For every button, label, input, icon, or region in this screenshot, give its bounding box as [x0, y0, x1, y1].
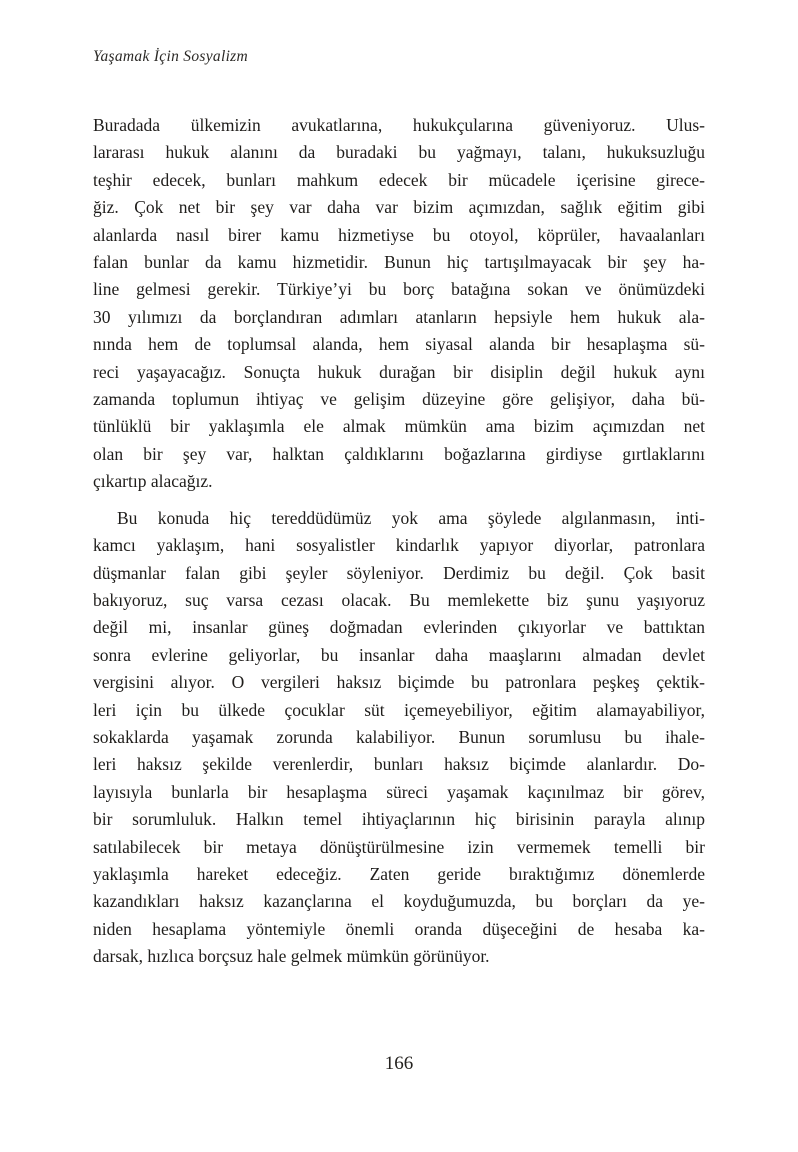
text-line: ğiz. Çok net bir şey var daha var bizim açımızdan, sağlık eğitim gibi — [93, 197, 705, 218]
page-number: 166 — [384, 1053, 414, 1074]
text-line: layısıyla bunlarla bir hesaplaşma süreci yaşamak kaçınılmaz bir görev, — [93, 781, 705, 802]
text-line: 30 yılımızı da borçlandıran adımları atanların hepsiyle hem hukuk ala- — [93, 306, 705, 327]
text-line: reci yaşayacağız. Sonuçta hukuk durağan bir disiplin değil hukuk aynı — [93, 361, 705, 382]
running-header: Yaşamak İçin Sosyalizm — [93, 48, 249, 65]
text-line: tünlüklü bir yaklaşımla ele almak mümkün ama bizim açımızdan net — [93, 416, 705, 437]
text-line: vergisini alıyor. O vergileri haksız biçimde bu patronlara peşkeş çektik- — [93, 672, 705, 693]
text-line: kamcı yaklaşım, hani sosyalistler kindarlık yapıyor diyorlar, patronlara — [93, 535, 705, 556]
text-line: leri için bu ülkede çocuklar süt içemeyebiliyor, eğitim alamayabiliyor, — [93, 699, 705, 720]
body-text — [93, 112, 705, 971]
text-line: değil mi, insanlar güneş doğmadan evlerinden çıkıyorlar ve battıktan — [93, 617, 705, 638]
text-line: sonra evlerine geliyorlar, bu insanlar daha maaşlarını almadan devlet — [93, 644, 705, 665]
text-line: darsak, hızlıca borçsuz hale gelmek mümkün görünüyor. — [93, 946, 490, 967]
text-line: satılabilecek bir metaya dönüştürülmesine izin vermemek temelli bir — [93, 836, 705, 857]
text-line: teşhir edecek, bunları mahkum edecek bir mücadele içerisine girece- — [93, 169, 705, 190]
text-line: Bu konuda hiç tereddüdümüz yok ama şöylede algılanmasın, inti- — [117, 507, 705, 528]
text-line: falan bunlar da kamu hizmetidir. Bunun hiç tartışılmayacak bir şey ha- — [93, 252, 705, 273]
text-line: kazandıkları haksız kazançlarına el koyduğumuzda, bu borçları da ye- — [93, 891, 705, 912]
text-line: niden hesaplama yöntemiyle önemli oranda düşeceğini de hesaba ka- — [93, 918, 705, 939]
paragraph — [93, 112, 705, 496]
text-line: nında hem de toplumsal alanda, hem siyasal alanda bir hesaplaşma sü- — [93, 334, 705, 355]
text-line: bakıyoruz, suç varsa cezası olacak. Bu memlekette biz şunu yaşıyoruz — [93, 589, 705, 610]
text-line: Buradada ülkemizin avukatlarına, hukukçularına güveniyoruz. Ulus- — [93, 115, 705, 135]
text-line: sokaklarda yaşamak zorunda kalabiliyor. Bunun sorumlusu bu ihale- — [93, 726, 705, 747]
text-line: çıkartıp alacağız. — [93, 471, 213, 492]
text-line: zamanda toplumun ihtiyaç ve gelişim düzeyine göre gelişiyor, daha bü- — [93, 389, 705, 410]
text-line: bir sorumluluk. Halkın temel ihtiyaçlarının hiç birisinin parayla alınıp — [93, 809, 705, 830]
text-line: leri haksız şekilde verenlerdir, bunları haksız biçimde alanlardır. Do- — [93, 754, 705, 775]
text-line: lararası hukuk alanını da buradaki bu yağmayı, talanı, hukuksuzluğu — [93, 142, 705, 163]
text-line: line gelmesi gerekir. Türkiye’yi bu borç batağına sokan ve önümüzdeki — [93, 279, 705, 300]
text-line: yaklaşımla hareket edeceğiz. Zaten geride bıraktığımız dönemlerde — [93, 863, 705, 884]
text-line: olan bir şey var, halktan çaldıklarını boğazlarına girdiyse gırtlaklarını — [93, 443, 705, 464]
text-line: düşmanlar falan gibi şeyler söyleniyor. Derdimiz bu değil. Çok basit — [93, 562, 705, 583]
text-line: alanlarda nasıl birer kamu hizmetiyse bu otoyol, köprüler, havaalanları — [93, 224, 705, 245]
paragraph — [93, 505, 705, 971]
